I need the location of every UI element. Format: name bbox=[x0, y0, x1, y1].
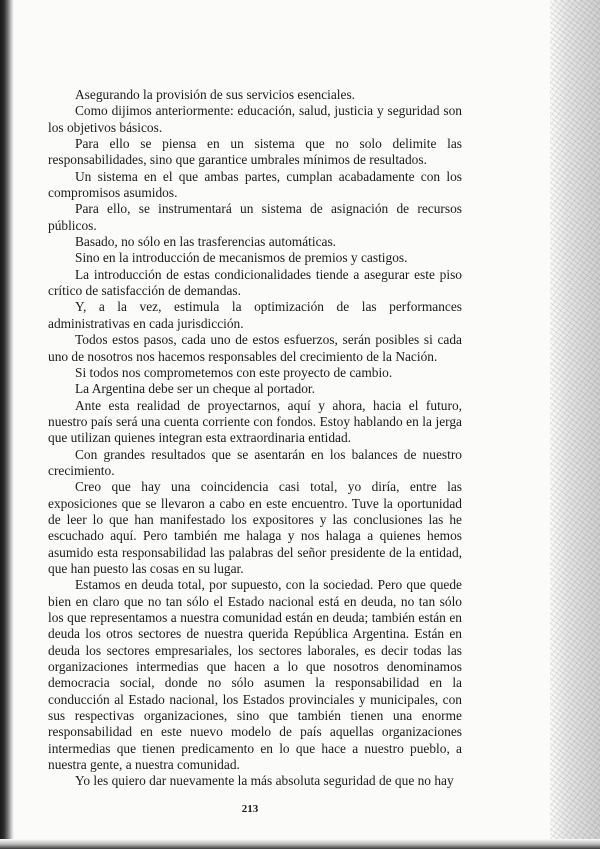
paragraph-5: Para ello, se instrumentará un sistema de asignación de recursos públicos. bbox=[48, 201, 462, 233]
paragraph-1: Asegurando la provisión de sus servicios esenciales. bbox=[75, 87, 356, 102]
paragraph-2: Como dijimos anteriormente: educación, salud, justicia y seguridad son los objetivos básicos. bbox=[48, 103, 462, 135]
paragraph-4: Un sistema en el que ambas partes, cumplan acabadamente con los compromisos asumidos. bbox=[48, 168, 462, 201]
paragraph-16: Estamos en deuda total, por supuesto, con la sociedad. Pero que quede bien en claro que no tan sólo el Estado nacional está en deuda, no tan sólo los que representamos a nuestra comunidad están en deuda; también están en deuda los otros sectores de nuestra querida República Argentina. Están en deuda los sectores empresariales, los sectores laborales, es decir todas las organizaciones intermedias que hacen a lo que nosotros denominamos democracia social, donde no sólo asumen la responsabilidad en la conducción al Estado nacional, los Estados provinciales y municipales, con sus respectivas organizaciones, sino que también tienen una enorme responsabilidad en este nuevo modelo de país aquellas organizaciones intermedias que tienen predicamento en lo que hace a nuestro pueblo, a nuestra gente, a nuestra comunidad. bbox=[48, 577, 462, 773]
paragraph-11: Si todos nos comprometemos con este proyecto de cambio. bbox=[75, 364, 393, 380]
paragraph-7: Sino en la introducción de mecanismos de premios y castigos. bbox=[75, 250, 408, 266]
paragraph-10: Todos estos pasos, cada uno de estos esfuerzos, serán posibles si cada uno de nosotros nos hacemos responsables del crecimiento de la Nación. bbox=[48, 332, 462, 364]
page-bottom-shadow bbox=[0, 839, 600, 849]
paragraph-14: Con grandes resultados que se asentarán en los balances de nuestro crecimiento. bbox=[48, 446, 462, 478]
scan-edge-noise bbox=[550, 0, 600, 849]
paragraph-8: La introducción de estas condicionalidades tiende a asegurar este piso crítico de satisfacción de demandas. bbox=[48, 266, 462, 299]
paragraph-13: Ante esta realidad de proyectarnos, aquí y ahora, hacia el futuro, nuestro país será una cuenta corriente con fondos. Estoy hablando en la jerga que utilizan quienes integran esta extraordinaria entidad. bbox=[48, 397, 462, 446]
paragraph-6: Basado, no sólo en las trasferencias automáticas. bbox=[75, 234, 337, 250]
paragraph-12: La Argentina debe ser un cheque al portador. bbox=[75, 381, 315, 397]
page-number: 213 bbox=[241, 803, 259, 815]
paragraph-17: Yo les quiero dar nuevamente la más absoluta seguridad de que no hay bbox=[75, 773, 454, 789]
paragraph-3: Para ello se piensa en un sistema que no solo delimite las responsabilidades, sino que garantice umbrales mínimos de resultados. bbox=[48, 136, 462, 168]
paragraph-9: Y, a la vez, estimula la optimización de las performances administrativas en cada jurisdicción. bbox=[48, 299, 462, 331]
book-spine-shadow bbox=[0, 0, 14, 849]
body-text bbox=[48, 87, 462, 790]
paragraph-15: Creo que hay una coincidencia casi total, yo diría, entre las exposiciones que se llevaron a cabo en este encuentro. Tuve la oportunidad de leer lo que han manifestado los expositores y las conclusiones las he escuchado aquí. Pero también me halaga y nos halaga a quienes hemos asumido esta responsabilidad las palabras del señor presidente de la entidad, que han puesto las cosas en su lugar. bbox=[48, 479, 462, 576]
